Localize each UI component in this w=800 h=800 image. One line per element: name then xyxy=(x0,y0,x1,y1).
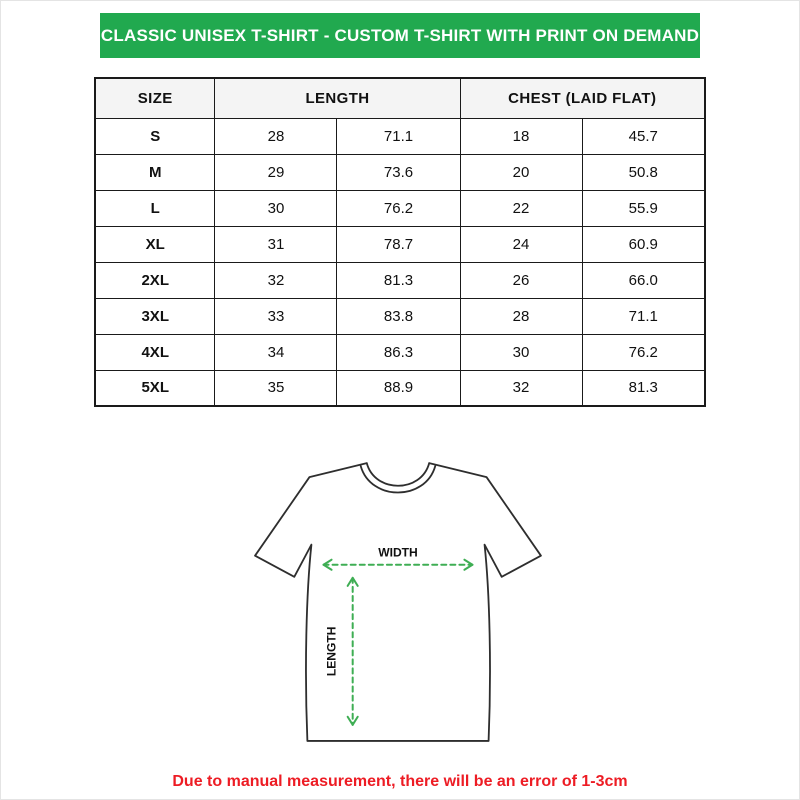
cell-chest-in: 24 xyxy=(460,226,582,262)
cell-length-cm: 83.8 xyxy=(337,298,460,334)
cell-size: 4XL xyxy=(95,334,215,370)
page-title: CLASSIC UNISEX T-SHIRT - CUSTOM T-SHIRT WITH PRINT ON DEMAND xyxy=(100,13,700,58)
table-row xyxy=(95,154,705,190)
cell-chest-cm: 55.9 xyxy=(582,190,705,226)
width-label: WIDTH xyxy=(378,545,418,560)
cell-chest-cm: 76.2 xyxy=(582,334,705,370)
cell-chest-in: 30 xyxy=(460,334,582,370)
cell-size: XL xyxy=(95,226,215,262)
cell-length-in: 34 xyxy=(215,334,337,370)
cell-chest-cm: 60.9 xyxy=(582,226,705,262)
tshirt-outline-icon xyxy=(255,463,541,741)
cell-chest-cm: 50.8 xyxy=(582,154,705,190)
cell-length-cm: 76.2 xyxy=(337,190,460,226)
table-row xyxy=(95,226,705,262)
cell-size: 3XL xyxy=(95,298,215,334)
cell-size: M xyxy=(95,154,215,190)
cell-length-cm: 73.6 xyxy=(337,154,460,190)
cell-length-cm: 88.9 xyxy=(337,370,460,406)
cell-size: L xyxy=(95,190,215,226)
cell-length-cm: 86.3 xyxy=(337,334,460,370)
cell-length-in: 29 xyxy=(215,154,337,190)
tshirt-diagram-svg xyxy=(245,451,555,753)
cell-length-in: 35 xyxy=(215,370,337,406)
table-row xyxy=(95,118,705,154)
cell-length-cm: 78.7 xyxy=(337,226,460,262)
cell-chest-cm: 66.0 xyxy=(582,262,705,298)
cell-chest-cm: 71.1 xyxy=(582,298,705,334)
table-row xyxy=(95,370,705,406)
cell-length-in: 33 xyxy=(215,298,337,334)
header-size: SIZE xyxy=(95,78,215,118)
table-row xyxy=(95,262,705,298)
cell-chest-cm: 81.3 xyxy=(582,370,705,406)
header-chest: CHEST (LAID FLAT) xyxy=(460,78,705,118)
cell-size: S xyxy=(95,118,215,154)
measurement-note: Due to manual measurement, there will be an error of 1-3cm xyxy=(172,773,628,790)
cell-length-in: 28 xyxy=(215,118,337,154)
cell-size: 5XL xyxy=(95,370,215,406)
cell-chest-cm: 45.7 xyxy=(582,118,705,154)
length-label: LENGTH xyxy=(324,626,339,677)
table-header-row xyxy=(95,78,705,118)
cell-length-in: 32 xyxy=(215,262,337,298)
cell-chest-in: 20 xyxy=(460,154,582,190)
cell-length-cm: 71.1 xyxy=(337,118,460,154)
cell-chest-in: 26 xyxy=(460,262,582,298)
header-length: LENGTH xyxy=(215,78,460,118)
cell-length-in: 31 xyxy=(215,226,337,262)
size-chart-table xyxy=(94,77,706,407)
table-row xyxy=(95,190,705,226)
cell-length-in: 30 xyxy=(215,190,337,226)
cell-chest-in: 22 xyxy=(460,190,582,226)
cell-chest-in: 18 xyxy=(460,118,582,154)
cell-length-cm: 81.3 xyxy=(337,262,460,298)
table-row xyxy=(95,298,705,334)
cell-size: 2XL xyxy=(95,262,215,298)
cell-chest-in: 28 xyxy=(460,298,582,334)
tshirt-measurement-diagram xyxy=(245,451,555,753)
table-row xyxy=(95,334,705,370)
cell-chest-in: 32 xyxy=(460,370,582,406)
